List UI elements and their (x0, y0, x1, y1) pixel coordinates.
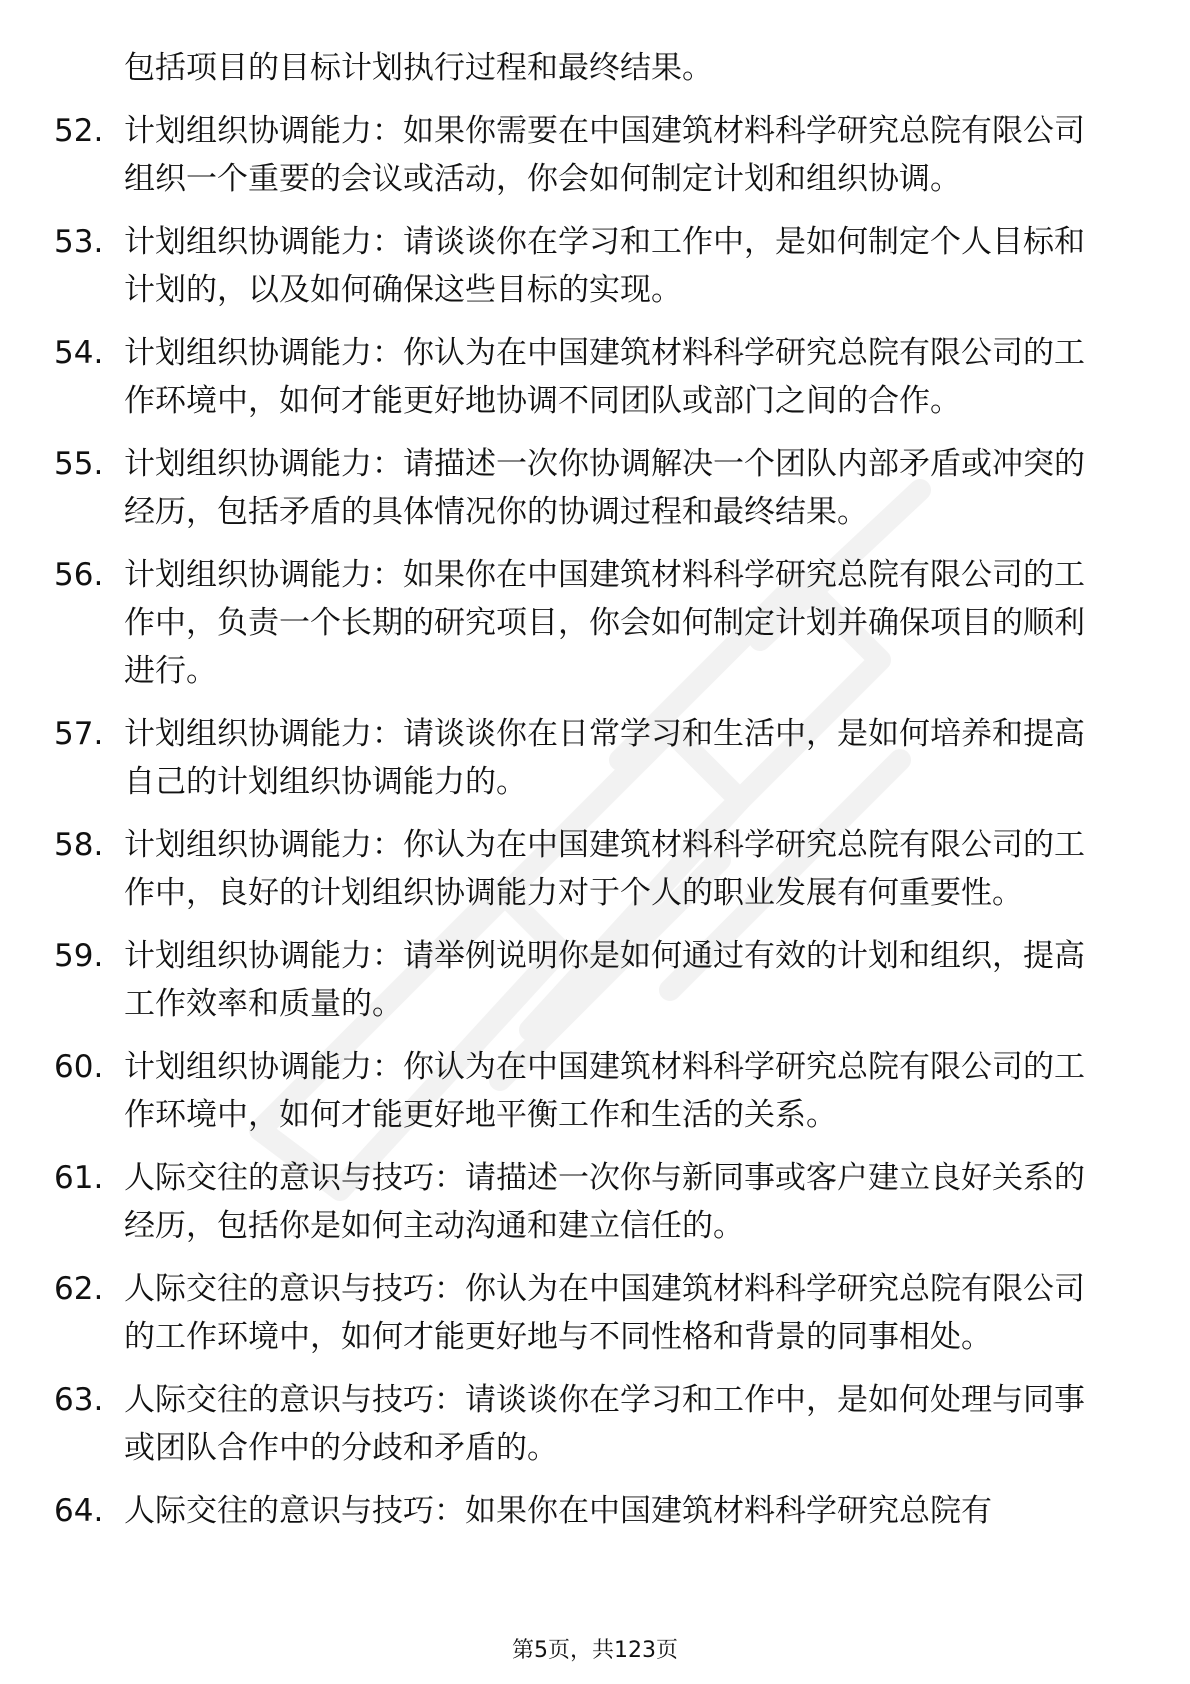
question-number: 54. (54, 335, 104, 371)
question-number: 55. (54, 446, 104, 482)
question-list (54, 107, 1114, 1535)
question-item (54, 440, 1114, 536)
question-content (54, 44, 1114, 1535)
previous-item-continuation: 包括项目的目标计划执行过程和最终结果。 (124, 50, 713, 86)
question-number: 60. (54, 1049, 104, 1085)
question-text: 人际交往的意识与技巧：如果你在中国建筑材料科学研究总院有 (124, 1493, 992, 1529)
question-item (54, 107, 1114, 203)
question-item (54, 710, 1114, 806)
question-item (54, 932, 1114, 1028)
question-item (54, 1265, 1114, 1361)
question-text: 计划组织协调能力：请谈谈你在日常学习和生活中，是如何培养和提高自己的计划组织协调能力的。 (124, 716, 1085, 800)
question-item (54, 1154, 1114, 1250)
question-item (54, 1376, 1114, 1472)
question-text: 计划组织协调能力：请举例说明你是如何通过有效的计划和组织，提高工作效率和质量的。 (124, 938, 1085, 1022)
question-item (54, 1487, 1114, 1535)
question-text: 人际交往的意识与技巧：请描述一次你与新同事或客户建立良好关系的经历，包括你是如何主动沟通和建立信任的。 (124, 1160, 1085, 1244)
question-number: 53. (54, 224, 104, 260)
question-number: 59. (54, 938, 104, 974)
question-text: 计划组织协调能力：请谈谈你在学习和工作中，是如何制定个人目标和计划的，以及如何确保这些目标的实现。 (124, 224, 1085, 308)
question-number: 61. (54, 1160, 104, 1196)
question-number: 63. (54, 1382, 104, 1418)
question-text: 计划组织协调能力：请描述一次你协调解决一个团队内部矛盾或冲突的经历，包括矛盾的具体情况你的协调过程和最终结果。 (124, 446, 1085, 530)
question-text: 计划组织协调能力：你认为在中国建筑材料科学研究总院有限公司的工作中，良好的计划组织协调能力对于个人的职业发展有何重要性。 (124, 827, 1085, 911)
question-text: 计划组织协调能力：如果你需要在中国建筑材料科学研究总院有限公司组织一个重要的会议或活动，你会如何制定计划和组织协调。 (124, 113, 1085, 197)
question-text: 计划组织协调能力：你认为在中国建筑材料科学研究总院有限公司的工作环境中，如何才能更好地协调不同团队或部门之间的合作。 (124, 335, 1085, 419)
question-number: 64. (54, 1493, 104, 1529)
question-number: 62. (54, 1271, 104, 1307)
question-text: 计划组织协调能力：如果你在中国建筑材料科学研究总院有限公司的工作中，负责一个长期的研究项目，你会如何制定计划并确保项目的顺利进行。 (124, 557, 1085, 689)
question-item (54, 218, 1114, 314)
question-text: 人际交往的意识与技巧：请谈谈你在学习和工作中，是如何处理与同事或团队合作中的分歧和矛盾的。 (124, 1382, 1085, 1466)
question-item (54, 1043, 1114, 1139)
question-number: 57. (54, 716, 104, 752)
question-text: 人际交往的意识与技巧：你认为在中国建筑材料科学研究总院有限公司的工作环境中，如何才能更好地与不同性格和背景的同事相处。 (124, 1271, 1085, 1355)
question-text: 计划组织协调能力：你认为在中国建筑材料科学研究总院有限公司的工作环境中，如何才能更好地平衡工作和生活的关系。 (124, 1049, 1085, 1133)
question-number: 58. (54, 827, 104, 863)
question-item (54, 821, 1114, 917)
question-item (54, 551, 1114, 695)
question-number: 52. (54, 113, 104, 149)
question-item (54, 329, 1114, 425)
page-footer: 第5页，共123页 (512, 1638, 678, 1663)
question-number: 56. (54, 557, 104, 593)
